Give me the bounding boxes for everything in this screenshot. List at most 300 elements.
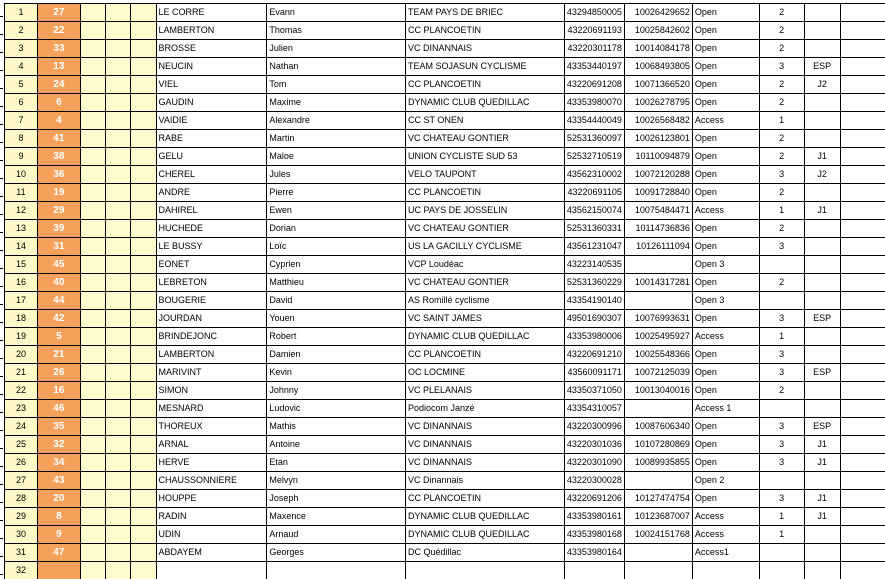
license-number[interactable]: 52532710519 <box>564 148 624 166</box>
blank-cell[interactable] <box>80 418 105 436</box>
license-number[interactable]: 43220300996 <box>564 418 624 436</box>
blank-cell[interactable] <box>80 346 105 364</box>
last-name[interactable]: HOUPPE <box>156 490 267 508</box>
club-name[interactable]: US LA GACILLY CYCLISME <box>406 238 565 256</box>
bib-number[interactable]: 34 <box>37 454 80 472</box>
bib-number[interactable]: 33 <box>37 40 80 58</box>
bib-number[interactable]: 6 <box>37 94 80 112</box>
uci-id[interactable] <box>624 544 692 562</box>
bib-number[interactable]: 44 <box>37 292 80 310</box>
license-number[interactable]: 43353980006 <box>564 328 624 346</box>
first-name[interactable]: Melvyn <box>267 472 406 490</box>
uci-id[interactable]: 10091728840 <box>624 184 692 202</box>
uci-id[interactable]: 10068493805 <box>624 58 692 76</box>
blank-cell[interactable] <box>840 292 885 310</box>
blank-cell[interactable] <box>130 364 156 382</box>
bib-number[interactable]: 32 <box>37 436 80 454</box>
blank-cell[interactable] <box>840 112 885 130</box>
blank-cell[interactable] <box>130 256 156 274</box>
uci-id[interactable] <box>624 472 692 490</box>
blank-cell[interactable] <box>105 526 130 544</box>
blank-cell[interactable] <box>840 184 885 202</box>
category[interactable]: Open <box>692 220 759 238</box>
last-name[interactable]: LAMBERTON <box>156 346 267 364</box>
blank-cell[interactable] <box>840 202 885 220</box>
category[interactable]: Open <box>692 4 759 22</box>
category[interactable]: Open <box>692 382 759 400</box>
last-name[interactable]: MESNARD <box>156 400 267 418</box>
uci-id[interactable]: 10123687007 <box>624 508 692 526</box>
first-name[interactable]: Kevin <box>267 364 406 382</box>
club-name[interactable]: UNION CYCLISTE SUD 53 <box>406 148 565 166</box>
bib-number[interactable]: 47 <box>37 544 80 562</box>
row-number[interactable]: 30 <box>5 526 38 544</box>
blank-cell[interactable] <box>130 544 156 562</box>
uci-id[interactable] <box>624 292 692 310</box>
first-name[interactable]: Martin <box>267 130 406 148</box>
category-level[interactable]: 2 <box>759 148 804 166</box>
category-level[interactable]: 3 <box>759 490 804 508</box>
first-name[interactable]: Dorian <box>267 220 406 238</box>
extra-category[interactable] <box>804 346 840 364</box>
blank-cell[interactable] <box>840 490 885 508</box>
blank-cell[interactable] <box>130 130 156 148</box>
category-level[interactable]: 1 <box>759 202 804 220</box>
last-name[interactable]: GELU <box>156 148 267 166</box>
license-number[interactable]: 43220691206 <box>564 490 624 508</box>
blank-cell[interactable] <box>130 148 156 166</box>
blank-cell[interactable] <box>105 364 130 382</box>
license-number[interactable]: 52531360229 <box>564 274 624 292</box>
category[interactable]: Open <box>692 184 759 202</box>
last-name[interactable]: BROSSE <box>156 40 267 58</box>
category[interactable] <box>692 562 759 579</box>
bib-number[interactable]: 22 <box>37 22 80 40</box>
last-name[interactable]: LE BUSSY <box>156 238 267 256</box>
extra-category[interactable] <box>804 382 840 400</box>
bib-number[interactable]: 45 <box>37 256 80 274</box>
blank-cell[interactable] <box>840 526 885 544</box>
blank-cell[interactable] <box>840 148 885 166</box>
blank-cell[interactable] <box>105 490 130 508</box>
category[interactable]: Open <box>692 40 759 58</box>
category[interactable]: Open <box>692 148 759 166</box>
last-name[interactable]: RABE <box>156 130 267 148</box>
extra-category[interactable]: ESP <box>804 364 840 382</box>
first-name[interactable]: Youen <box>267 310 406 328</box>
uci-id[interactable] <box>624 256 692 274</box>
category[interactable]: Open <box>692 76 759 94</box>
club-name[interactable]: Podiocom Janzé <box>406 400 565 418</box>
category-level[interactable]: 2 <box>759 382 804 400</box>
first-name[interactable]: Loïc <box>267 238 406 256</box>
category-level[interactable]: 2 <box>759 274 804 292</box>
uci-id[interactable]: 10026278795 <box>624 94 692 112</box>
first-name[interactable]: Tom <box>267 76 406 94</box>
blank-cell[interactable] <box>840 130 885 148</box>
extra-category[interactable]: J1 <box>804 508 840 526</box>
blank-cell[interactable] <box>130 472 156 490</box>
license-number[interactable]: 43354310057 <box>564 400 624 418</box>
first-name[interactable]: Julien <box>267 40 406 58</box>
bib-number[interactable]: 4 <box>37 112 80 130</box>
license-number[interactable]: 52531360097 <box>564 130 624 148</box>
blank-cell[interactable] <box>840 274 885 292</box>
blank-cell[interactable] <box>130 40 156 58</box>
club-name[interactable]: VC DINANNAIS <box>406 454 565 472</box>
last-name[interactable]: MARIVINT <box>156 364 267 382</box>
row-number[interactable]: 23 <box>5 400 38 418</box>
row-number[interactable]: 29 <box>5 508 38 526</box>
last-name[interactable]: RADIN <box>156 508 267 526</box>
license-number[interactable]: 43220301036 <box>564 436 624 454</box>
category-level[interactable]: 1 <box>759 328 804 346</box>
blank-cell[interactable] <box>130 274 156 292</box>
category[interactable]: Open <box>692 346 759 364</box>
extra-category[interactable] <box>804 130 840 148</box>
uci-id[interactable]: 10026429652 <box>624 4 692 22</box>
last-name[interactable]: ABDAYEM <box>156 544 267 562</box>
blank-cell[interactable] <box>105 400 130 418</box>
category[interactable]: Open <box>692 310 759 328</box>
blank-cell[interactable] <box>130 382 156 400</box>
category-level[interactable]: 2 <box>759 220 804 238</box>
last-name[interactable]: THOREUX <box>156 418 267 436</box>
club-name[interactable]: DYNAMIC CLUB QUEDILLAC <box>406 94 565 112</box>
blank-cell[interactable] <box>105 166 130 184</box>
uci-id[interactable]: 10013040016 <box>624 382 692 400</box>
last-name[interactable] <box>156 562 267 579</box>
uci-id[interactable] <box>624 562 692 579</box>
category-level[interactable]: 3 <box>759 418 804 436</box>
category-level[interactable]: 1 <box>759 526 804 544</box>
blank-cell[interactable] <box>80 382 105 400</box>
extra-category[interactable] <box>804 562 840 579</box>
category-level[interactable] <box>759 292 804 310</box>
category[interactable]: Open <box>692 22 759 40</box>
club-name[interactable] <box>406 562 565 579</box>
club-name[interactable]: TEAM SOJASUN CYCLISME <box>406 58 565 76</box>
blank-cell[interactable] <box>80 238 105 256</box>
category-level[interactable]: 3 <box>759 238 804 256</box>
blank-cell[interactable] <box>840 40 885 58</box>
bib-number[interactable]: 41 <box>37 130 80 148</box>
license-number[interactable]: 43353440197 <box>564 58 624 76</box>
bib-number[interactable]: 35 <box>37 418 80 436</box>
bib-number[interactable]: 31 <box>37 238 80 256</box>
club-name[interactable]: CC PLANCOETIN <box>406 76 565 94</box>
row-number[interactable]: 8 <box>5 130 38 148</box>
first-name[interactable]: Pierre <box>267 184 406 202</box>
club-name[interactable]: VC CHATEAU GONTIER <box>406 274 565 292</box>
category[interactable]: Access <box>692 526 759 544</box>
blank-cell[interactable] <box>105 202 130 220</box>
first-name[interactable]: Etan <box>267 454 406 472</box>
blank-cell[interactable] <box>105 436 130 454</box>
row-number[interactable]: 6 <box>5 94 38 112</box>
category-level[interactable] <box>759 256 804 274</box>
extra-category[interactable]: J1 <box>804 436 840 454</box>
category[interactable]: Access <box>692 328 759 346</box>
blank-cell[interactable] <box>840 418 885 436</box>
blank-cell[interactable] <box>130 4 156 22</box>
blank-cell[interactable] <box>840 508 885 526</box>
extra-category[interactable]: ESP <box>804 310 840 328</box>
blank-cell[interactable] <box>105 418 130 436</box>
extra-category[interactable] <box>804 112 840 130</box>
blank-cell[interactable] <box>130 526 156 544</box>
first-name[interactable]: Alexandre <box>267 112 406 130</box>
category[interactable]: Open <box>692 418 759 436</box>
extra-category[interactable] <box>804 274 840 292</box>
row-number[interactable]: 22 <box>5 382 38 400</box>
blank-cell[interactable] <box>130 58 156 76</box>
category-level[interactable]: 3 <box>759 454 804 472</box>
blank-cell[interactable] <box>105 58 130 76</box>
blank-cell[interactable] <box>130 220 156 238</box>
blank-cell[interactable] <box>840 364 885 382</box>
row-number[interactable]: 25 <box>5 436 38 454</box>
blank-cell[interactable] <box>130 310 156 328</box>
first-name[interactable]: Maxence <box>267 508 406 526</box>
club-name[interactable]: VC PLELANAIS <box>406 382 565 400</box>
last-name[interactable]: JOURDAN <box>156 310 267 328</box>
category[interactable]: Open <box>692 454 759 472</box>
extra-category[interactable]: J1 <box>804 454 840 472</box>
last-name[interactable]: VAIDIE <box>156 112 267 130</box>
blank-cell[interactable] <box>80 364 105 382</box>
license-number[interactable]: 43220691193 <box>564 22 624 40</box>
uci-id[interactable]: 10025842602 <box>624 22 692 40</box>
club-name[interactable]: CC ST ONEN <box>406 112 565 130</box>
blank-cell[interactable] <box>130 490 156 508</box>
license-number[interactable]: 43294850005 <box>564 4 624 22</box>
blank-cell[interactable] <box>80 184 105 202</box>
category[interactable]: Open <box>692 238 759 256</box>
first-name[interactable] <box>267 562 406 579</box>
blank-cell[interactable] <box>840 4 885 22</box>
blank-cell[interactable] <box>105 184 130 202</box>
blank-cell[interactable] <box>840 94 885 112</box>
category-level[interactable]: 2 <box>759 40 804 58</box>
blank-cell[interactable] <box>105 22 130 40</box>
row-number[interactable]: 20 <box>5 346 38 364</box>
uci-id[interactable]: 10076993631 <box>624 310 692 328</box>
last-name[interactable]: SIMON <box>156 382 267 400</box>
license-number[interactable] <box>564 562 624 579</box>
row-number[interactable]: 15 <box>5 256 38 274</box>
category-level[interactable]: 3 <box>759 346 804 364</box>
uci-id[interactable]: 10026568482 <box>624 112 692 130</box>
last-name[interactable]: LAMBERTON <box>156 22 267 40</box>
license-number[interactable]: 43350371050 <box>564 382 624 400</box>
blank-cell[interactable] <box>105 292 130 310</box>
row-number[interactable]: 11 <box>5 184 38 202</box>
club-name[interactable]: CC PLANCOETIN <box>406 184 565 202</box>
blank-cell[interactable] <box>840 562 885 579</box>
extra-category[interactable] <box>804 544 840 562</box>
blank-cell[interactable] <box>105 346 130 364</box>
bib-number[interactable] <box>37 562 80 579</box>
blank-cell[interactable] <box>840 58 885 76</box>
bib-number[interactable]: 43 <box>37 472 80 490</box>
category[interactable]: Open 3 <box>692 292 759 310</box>
blank-cell[interactable] <box>80 76 105 94</box>
blank-cell[interactable] <box>840 76 885 94</box>
bib-number[interactable]: 27 <box>37 4 80 22</box>
license-number[interactable]: 43561231047 <box>564 238 624 256</box>
category-level[interactable]: 2 <box>759 22 804 40</box>
blank-cell[interactable] <box>80 292 105 310</box>
blank-cell[interactable] <box>80 508 105 526</box>
row-number[interactable]: 18 <box>5 310 38 328</box>
blank-cell[interactable] <box>840 400 885 418</box>
club-name[interactable]: DYNAMIC CLUB QUEDILLAC <box>406 508 565 526</box>
license-number[interactable]: 43354190140 <box>564 292 624 310</box>
blank-cell[interactable] <box>840 220 885 238</box>
category[interactable]: Open <box>692 436 759 454</box>
row-number[interactable]: 5 <box>5 76 38 94</box>
uci-id[interactable]: 10072125039 <box>624 364 692 382</box>
license-number[interactable]: 43220301090 <box>564 454 624 472</box>
last-name[interactable]: UDIN <box>156 526 267 544</box>
blank-cell[interactable] <box>80 400 105 418</box>
blank-cell[interactable] <box>130 184 156 202</box>
license-number[interactable]: 43353980164 <box>564 544 624 562</box>
uci-id[interactable]: 10026123801 <box>624 130 692 148</box>
blank-cell[interactable] <box>80 454 105 472</box>
blank-cell[interactable] <box>840 310 885 328</box>
uci-id[interactable]: 10024151768 <box>624 526 692 544</box>
club-name[interactable]: VCP Loudéac <box>406 256 565 274</box>
uci-id[interactable]: 10087606340 <box>624 418 692 436</box>
bib-number[interactable]: 29 <box>37 202 80 220</box>
blank-cell[interactable] <box>105 454 130 472</box>
blank-cell[interactable] <box>130 328 156 346</box>
category[interactable]: Open <box>692 490 759 508</box>
blank-cell[interactable] <box>130 436 156 454</box>
license-number[interactable]: 43220691210 <box>564 346 624 364</box>
blank-cell[interactable] <box>105 238 130 256</box>
last-name[interactable]: DAHIREL <box>156 202 267 220</box>
bib-number[interactable]: 26 <box>37 364 80 382</box>
blank-cell[interactable] <box>840 346 885 364</box>
row-number[interactable]: 17 <box>5 292 38 310</box>
last-name[interactable]: BRINDEJONC <box>156 328 267 346</box>
bib-number[interactable]: 5 <box>37 328 80 346</box>
row-number[interactable]: 12 <box>5 202 38 220</box>
category[interactable]: Open <box>692 166 759 184</box>
category-level[interactable]: 2 <box>759 130 804 148</box>
blank-cell[interactable] <box>80 436 105 454</box>
license-number[interactable]: 49501690307 <box>564 310 624 328</box>
club-name[interactable]: VC CHATEAU GONTIER <box>406 220 565 238</box>
license-number[interactable]: 43353980161 <box>564 508 624 526</box>
club-name[interactable]: VC SAINT JAMES <box>406 310 565 328</box>
club-name[interactable]: VC DINANNAIS <box>406 40 565 58</box>
bib-number[interactable]: 40 <box>37 274 80 292</box>
last-name[interactable]: EONET <box>156 256 267 274</box>
club-name[interactable]: UC PAYS DE JOSSELIN <box>406 202 565 220</box>
row-number[interactable]: 7 <box>5 112 38 130</box>
category[interactable]: Open <box>692 274 759 292</box>
license-number[interactable]: 43562150074 <box>564 202 624 220</box>
row-number[interactable]: 28 <box>5 490 38 508</box>
extra-category[interactable]: J1 <box>804 490 840 508</box>
last-name[interactable]: LE CORRE <box>156 4 267 22</box>
blank-cell[interactable] <box>840 544 885 562</box>
row-number[interactable]: 2 <box>5 22 38 40</box>
blank-cell[interactable] <box>105 274 130 292</box>
blank-cell[interactable] <box>130 76 156 94</box>
row-number[interactable]: 13 <box>5 220 38 238</box>
extra-category[interactable]: ESP <box>804 58 840 76</box>
first-name[interactable]: Nathan <box>267 58 406 76</box>
bib-number[interactable]: 39 <box>37 220 80 238</box>
category-level[interactable] <box>759 400 804 418</box>
club-name[interactable]: AS Romillé cyclisme <box>406 292 565 310</box>
category[interactable]: Open <box>692 130 759 148</box>
uci-id[interactable]: 10014317281 <box>624 274 692 292</box>
category[interactable]: Access <box>692 202 759 220</box>
uci-id[interactable]: 10075484471 <box>624 202 692 220</box>
last-name[interactable]: HERVE <box>156 454 267 472</box>
blank-cell[interactable] <box>80 4 105 22</box>
category-level[interactable]: 2 <box>759 76 804 94</box>
last-name[interactable]: VIEL <box>156 76 267 94</box>
bib-number[interactable]: 46 <box>37 400 80 418</box>
extra-category[interactable]: J1 <box>804 148 840 166</box>
row-number[interactable]: 27 <box>5 472 38 490</box>
row-number[interactable]: 16 <box>5 274 38 292</box>
first-name[interactable]: David <box>267 292 406 310</box>
category[interactable]: Access1 <box>692 544 759 562</box>
license-number[interactable]: 52531360331 <box>564 220 624 238</box>
row-number[interactable]: 9 <box>5 148 38 166</box>
blank-cell[interactable] <box>80 22 105 40</box>
extra-category[interactable] <box>804 292 840 310</box>
blank-cell[interactable] <box>840 166 885 184</box>
bib-number[interactable]: 21 <box>37 346 80 364</box>
category-level[interactable]: 2 <box>759 4 804 22</box>
row-number[interactable]: 31 <box>5 544 38 562</box>
blank-cell[interactable] <box>130 112 156 130</box>
blank-cell[interactable] <box>80 310 105 328</box>
club-name[interactable]: VC Dinannais <box>406 472 565 490</box>
license-number[interactable]: 43220691105 <box>564 184 624 202</box>
category-level[interactable]: 2 <box>759 94 804 112</box>
blank-cell[interactable] <box>130 508 156 526</box>
extra-category[interactable] <box>804 472 840 490</box>
bib-number[interactable]: 16 <box>37 382 80 400</box>
license-number[interactable]: 43353980070 <box>564 94 624 112</box>
blank-cell[interactable] <box>80 40 105 58</box>
blank-cell[interactable] <box>105 130 130 148</box>
extra-category[interactable] <box>804 328 840 346</box>
blank-cell[interactable] <box>840 472 885 490</box>
blank-cell[interactable] <box>105 112 130 130</box>
blank-cell[interactable] <box>105 328 130 346</box>
first-name[interactable]: Matthieu <box>267 274 406 292</box>
club-name[interactable]: TEAM PAYS DE BRIEC <box>406 4 565 22</box>
bib-number[interactable]: 38 <box>37 148 80 166</box>
blank-cell[interactable] <box>840 454 885 472</box>
uci-id[interactable]: 10025548366 <box>624 346 692 364</box>
uci-id[interactable]: 10114736836 <box>624 220 692 238</box>
extra-category[interactable] <box>804 184 840 202</box>
category-level[interactable]: 1 <box>759 112 804 130</box>
first-name[interactable]: Maloe <box>267 148 406 166</box>
